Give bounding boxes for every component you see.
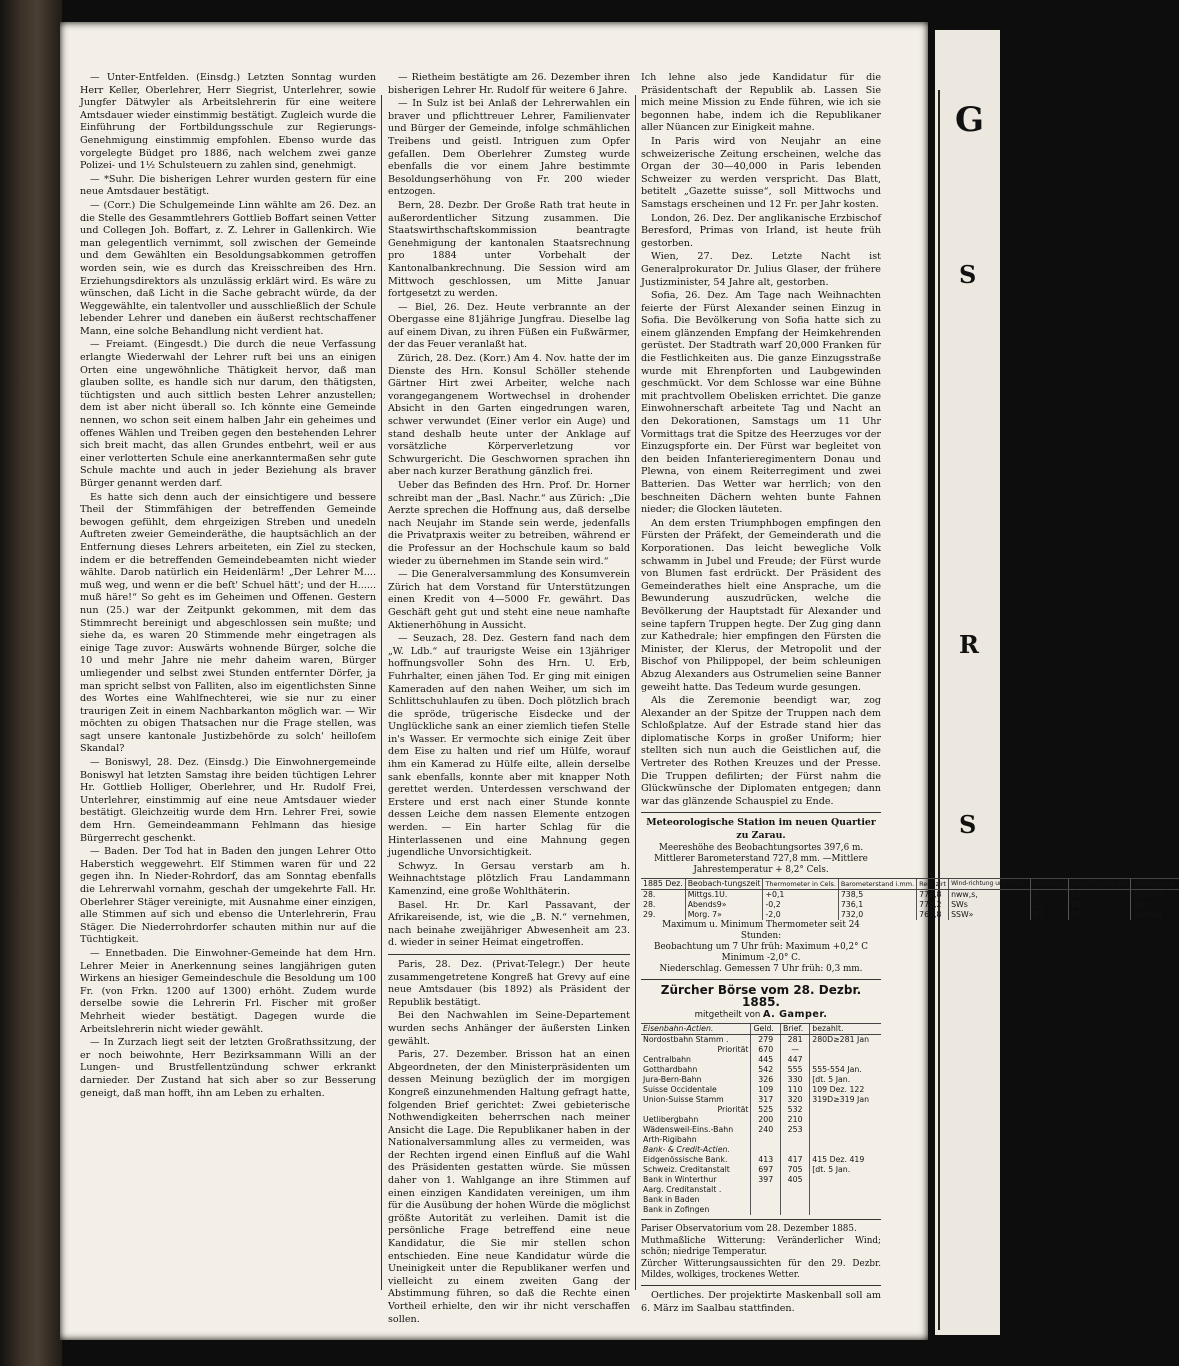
boerse-cell: Schweiz. Creditanstalt [643,1165,730,1175]
boerse-cell: 697 [751,1165,781,1175]
boerse-cell: 705 [781,1165,810,1175]
meteo-cell: 28. [643,899,656,909]
edge-letter: S [959,810,977,839]
meteo-line: Jahrestemperatur + 8,2° Cels. [693,864,829,875]
boerse-cell [751,1205,781,1215]
article-horner: Ueber das Befinden des Hrn. Prof. Dr. Horner schreibt man der „Basl. Nachr.“ aus Zürich: „Die Aerzte sprechen die Hoffnung aus, daß derselbe nach Neujahr im Stande sein werde, jedenfalls die Privatpraxis weiter zu betreiben, während er die Professur an der Hochschule kaum so bald wieder zu übernehmen im Stande sein wird.“ [388,480,630,567]
boerse-cell: 253 [781,1125,810,1135]
boerse-cell: Aarg. Creditanstalt . [643,1185,722,1195]
article-basel: Basel. Hr. Dr. Karl Passavant, der Afrikareisende, ist, wie die „B. N.“ vernehmen, nach beinahe zweijähriger Abwesenheit am 23. d. wieder in seiner Heimat eingetroffen. [388,899,630,949]
meteo-cell: Morg. 7» [685,910,763,920]
boerse-subtitle [641,1009,881,1022]
article-brisson-cont: Ich lehne also jede Kandidatur für die Präsidentschaft der Republik ab. Lassen Sie mich meine Mission zu Ende führen, wie ich sie begonnen habe, indem ich die Republikaner aller Nüancen zur Einigkeit mahne. [641,72,881,134]
meteo-cell: +0,1 [763,889,838,900]
boerse-cell: Uetlibergbahn [643,1115,699,1125]
boerse-cell: Bank in Baden [643,1195,700,1205]
section-divider [641,1219,881,1220]
meteo-header: Relat. Feuchtig-keit [1068,878,1131,889]
boerse-row [641,1175,881,1185]
meteo-line: Mittlerer Barometerstand 727,8 mm. —Mittlere [654,853,868,864]
meteo-cell: 9 [1030,889,1068,900]
boerse-cell: 240 [751,1125,781,1135]
boerse-row [641,1065,881,1075]
meteo-cell: -2,0 [763,910,838,920]
meteo-cell: 94 [1068,900,1131,910]
boerse-cell: Eidgenössische Bank. [643,1155,728,1165]
meteo-cell: 29. [643,909,656,919]
boerse-cell: 110 [781,1085,810,1095]
observatorium-paris: Pariser Observatorium vom 28. Dezember 1885. [641,1224,857,1235]
boerse-sub: mitgetheilt von [694,1009,761,1020]
boerse-cell [751,1195,781,1205]
boerse-cell: 320 [781,1095,810,1105]
boerse-cell: 281 [781,1035,810,1046]
boerse-cell: — [781,1045,810,1055]
boerse-cell [810,1145,881,1155]
article-sofia: Sofia, 26. Dez. Am Tage nach Weihnachten feierte der Fürst Alexander seinen Einzug in Sofia. Die Bevölkerung von Sofia hatte sich zu einem glänzenden Empfang der Heimkehrenden gerüstet. Der Stadtrath warf 20,000 Franken für die Festlichkeiten aus. Die ganze Einzugsstraße wurde mit Ehrenpforten und Laubgewinden geschmückt. Vor dem Schlosse war eine Bühne mit prachtvollem Obelisken errichtet. Die ganze Einwohnerschaft arbeitete Tag und Nacht an den Dekorationen, Samstags um 11 Uhr Vormittags trat die Spitze des Heerzuges vor der Einzugspforte ein. Der Fürst war begleitet von den beiden Infanterieregimentern Donau und Plewna, von einem Reiterregiment und zwei Batterien. Das Wetter war herrlich; von den beschneiten Dächern wehten bunte Fahnen nieder; die Glocken läuteten. [641,290,881,516]
boerse-author: A. Gamper. [763,1008,828,1020]
edge-letter: G [955,100,985,140]
boerse-cell: Priorität [717,1105,749,1115]
article-suhr: — *Suhr. Die bisherigen Lehrer wurden gestern für eine neue Amtsdauer bestätigt. [80,173,376,198]
boerse-row [641,1055,881,1065]
meteo-header: Bewölkung [1030,878,1068,889]
meteo-cell: 736,1 [838,900,916,910]
adjacent-page-rule [938,90,940,1330]
meteo-cell: -0,2 [763,900,838,910]
boerse-cell: Suisse Occidentale [643,1085,717,1095]
boerse-cell [810,1115,881,1125]
boerse-cell: 330 [781,1075,810,1085]
boerse-row [641,1095,881,1105]
boerse-cell: 413 [751,1155,781,1165]
boerse-cell: Union-Suisse Stamm [643,1095,724,1105]
boerse-row [641,1045,881,1055]
article-freiamt-cont: Es hatte sich denn auch der einsichtigere und bessere Theil der Stimmfähigen der betreffenden Gemeinde bewogen gefühlt, dem ehrgeizigen Streben und unedeln Auftreten zweier Gemeinderäthe, die hauptsächlich an der Entfernung dieses Lehrers arbeiteten, ein Ziel zu stecken, indem er die betreffenden Gemeindebeamten nicht wieder wählte. Darob natürlich ein Heidenlärm! „Der Lehrer M.... muß weg, und wenn er die beſt' Schuel hätt'; und der H...... muß häre!“ So geht es im Geheimen und Offenen. Gestern nun (25.) war der Zeitpunkt gekommen, mit dem das Stimmrecht bereinigt und abgeschlossen sein mußte; und siehe da, es waren 20 Stimmende mehr eingetragen als einige Tage zuvor: Auswärts wohnende Bürger, solche die 10 und mehr Jahre nie mehr daheim waren, Bürger umliegender und selbst zwei Stunden entfernter Dörfer, ja man spricht selbst von Falliten, also im eigentlichsten Sinne des Wortes eine Wahlfnechterei, wie sie nur zu einer traurigen Zeit in einem Nachbarkanton möglich war. — Wir möchten zu obigen Thatsachen nur die Frage stellen, was sagt unsere kantonale Justizbehörde zu solch' heilloſem Skandal? [80,491,376,755]
meteo-header-row [641,878,1179,889]
boerse-row [641,1205,881,1215]
column-2 [388,72,630,1325]
boerse-row [641,1155,881,1165]
boerse-cell: 415 Dez. 419 [810,1155,881,1165]
meteo-table [641,878,1179,920]
meteo-header: Beobach-tungszeit [685,878,763,889]
meteo-note: Niederschlag. Gemessen 7 Uhr früh: 0,3 mm. [659,963,863,974]
boerse-cell: 279 [751,1035,781,1046]
column-3 [641,72,1178,1314]
boerse-cell: 670 [751,1045,781,1055]
meteo-cell: Schnee [1131,910,1179,920]
boerse-cell: 397 [751,1175,781,1185]
boerse-cell [751,1135,781,1145]
meteo-cell: Mittgs.1U. [685,889,763,900]
boerse-cell: Priorität [717,1045,749,1055]
boerse-cell: 319D≥319 Jan [810,1095,881,1105]
article-sulz: — In Sulz ist bei Anlaß der Lehrerwahlen ein braver und pflichttreuer Lehrer, Familienvater und Bürger der Gemeinde, infolge schmählichen Treibens und geistl. Intriguen zum Opfer gefallen. Dem Oberlehrer Zumsteg wurde ebenfalls die vor einem Jahre bestimmte Besoldungserhöhung von Fr. 200 wieder entzogen. [388,98,630,198]
boerse-cell: 317 [751,1095,781,1105]
meteo-cell: 79 [1068,889,1131,900]
boerse-cell: 109 Dez. 122 [810,1085,881,1095]
meteo-header: Witte-rung. [1131,878,1179,889]
article-rietheim: — Rietheim bestätigte am 26. Dezember ihren bisherigen Lehrer Hr. Rudolf für weitere 6 Jahre. [388,72,630,96]
observatorium-zuerich: Zürcher Witterungsaussichten für den 29. Dezbr. Mildes, wolkiges, trockenes Wetter. [641,1259,881,1281]
meteo-row [641,900,1179,910]
section-divider [641,1285,881,1286]
edge-letter: S [959,260,977,289]
boerse-cell: 525 [751,1105,781,1115]
article-schwyz: Schwyz. In Gersau verstarb am h. Weihnachtstage plötzlich Frau Landammann Kamenzind, eine große Wohlthäterin. [388,860,630,897]
boerse-cell [810,1185,881,1195]
edge-letter: R [959,630,979,659]
meteo-note: Maximum u. Minimum Thermometer seit 24 Stunden: [662,919,860,941]
article-konsumverein: — Die Generalversammlung des Konsumverein Zürich hat dem Vorstand für Unterstützungen einen Kredit von 4—5000 Fr. gewährt. Das Geschäft geht gut und steht eine neue namhafte Aktienerhöhung in Aussicht. [388,569,630,631]
column-rule [635,95,636,1290]
article-seine: Bei den Nachwahlen im Seine-Departement wurden sechs Anhänger der äußersten Linken gewählt. [388,1010,630,1047]
boerse-row [641,1145,881,1155]
boerse-cell: 555-554 Jan. [810,1065,881,1075]
meteo-line: Meereshöhe des Beobachtungsortes 397,6 m. [658,842,864,853]
article-paris-telegr: Paris, 28. Dez. (Privat-Telegr.) Der heute zusammengetretene Kongreß hat Grevy auf eine neue Amtsdauer (bis 1892) als Präsident der Republik bestätigt. [388,958,630,1008]
boerse-row [641,1105,881,1115]
meteo-cell: nww,s, [949,889,1031,900]
boerse-cell: Jura-Bern-Bahn [643,1075,702,1085]
meteo-note: Minimum -2,0° C. [721,952,801,963]
article-wien: Wien, 27. Dez. Letzte Nacht ist Generalprokurator Dr. Julius Glaser, der frühere Justizminister, 54 Jahre alt, gestorben. [641,251,881,288]
article-sofia-cont2: Als die Zeremonie beendigt war, zog Alexander an der Spitze der Truppen nach dem Schloßplatze. Auf der Estrade stand hier das diplomatische Korps in großer Uniform; hier stellten sich nun auch die Geistlichen auf, die Vertreter des Rothen Kreuzes und der Presse. Die Truppen defilirten; der Fürst nahm die Glückwünsche der Diplomaten entgegen; dann war das glänzende Schauspiel zu Ende. [641,695,881,807]
article-seuzach: — Seuzach, 28. Dez. Gestern fand nach dem „W. Ldb.“ auf traurigste Weise ein 13jähriger hoffnungsvoller Sohn des Hrn. U. Erb, Fuhrhalter, einen jähen Tod. Er ging mit einigen Kameraden auf den nahen Weiher, um sich im Schlittschuhlaufen zu üben. Doch plötzlich brach die spröde, trügerische Eisdecke und der Unglückliche sank an einer ziemlich tiefen Stelle in's Wasser. Er vermochte sich einige Zeit über dem Eise zu halten und rief um Hülfe, worauf ihm ein Kamerad zu Hülfe eilte, allein derselbe sank ebenfalls, konnte aber mit knapper Noth gerettet werden. Unterdessen verschwand der Erstere und erst nach einer Stunde konnte dessen Leiche dem nassen Elemente entzogen werden. — Ein harter Schlag für die Hinterlassenen und eine Mahnung gegen jugendliche Unvorsichtigkeit. [388,633,630,859]
article-bern: Bern, 28. Dezbr. Der Große Rath trat heute in außerordentlicher Sitzung zusammen. Die Staatswirthschaftskommission beantragte Genehmigung der kantonalen Staatsrechnung pro 1884 unter Vorbehalt der Kantonalbankrechnung. Die Session wird am Mittwoch geschlossen, um Mitte Januar fortgesetzt zu werden. [388,199,630,300]
book-binding [0,0,62,1366]
meteo-cell: bedeckt [1131,889,1179,900]
boerse-cell [781,1185,810,1195]
boerse-cell [751,1185,781,1195]
boerse-cell [810,1055,881,1065]
meteo-title: Meteorologische Station im neuen Quartier zu Zarau. [646,817,876,842]
boerse-cell: [dt. 5 Jan. [810,1075,881,1085]
boerse-header: Eisenbahn-Actien. [641,1024,751,1035]
boerse-cell [810,1135,881,1145]
article-unter-entfelden: — Unter-Entfelden. (Einsdg.) Letzten Sonntag wurden Herr Keller, Oberlehrer, Herr Siegrist, Unterlehrer, sowie Jungfer Dätwyler als Arbeitslehrerin für eine weitere Amtsdauer wieder einstimmig bestätigt. Zugleich wurde die Einführung der Fortbildungsschule zur Regierungs-Genehmigung einstimmig empfohlen. Ebenso wurde das vorgelegte Büdget pro 1886, nach welchem zwei ganze Polizei- und 1½ Schulsteuern zu zahlen sind, genehmigt. [80,72,376,172]
article-sofia-cont1: An dem ersten Triumphbogen empfingen den Fürsten der Präfekt, der Gemeinderath und die Korporationen. Das leicht bewegliche Volk schwamm in Jubel und Freude; der Fürst wurde von Blumen fast erdrückt. Der Präsident des Gemeinderathes hielt eine Ansprache, um die Bewunderung auszudrücken, welche die Bevölkerung der Hauptstadt für Alexander und seine tapfern Truppen hegte. Der Zug ging dann zur Kathedrale; hier empfingen den Fürsten die Minister, der Klerus, der Metropolit und der Bischof von Philippopel, der beim schleunigen Abzug Alexanders aus Ostrumelien seine Banner geweiht hatte. Das Tedeum wurde gesungen. [641,517,881,693]
meteo-cell: 773,8 [917,889,949,900]
meteo-cell: SSW» [949,910,1031,920]
boerse-cell: Centralbahn [643,1055,691,1065]
meteo-cell: 738,5 [838,889,916,900]
meteo-cell: 767,8 [917,910,949,920]
adjacent-page-edge [935,30,1000,1335]
boerse-cell: 555 [781,1065,810,1075]
meteo-row [641,910,1179,920]
article-boniswyl: — Boniswyl, 28. Dez. (Einsdg.) Die Einwohnergemeinde Boniswyl hat letzten Samstag ihre beiden tüchtigen Lehrer Hr. Gottlieb Holliger, Oberlehrer, und Hr. Rudolf Frei, Unterlehrer, einstimmig auf eine neue Amtsdauer wieder bestätigt. Gleichzeitig wurde dem Hrn. Lehrer Frei, sowie dem Hrn. Gemeindeammann Fehlmann das hiesige Bürgerrecht geschenkt. [80,757,376,844]
boerse-row [641,1185,881,1195]
boerse-row [641,1115,881,1125]
article-zurzach: — In Zurzach liegt seit der letzten Großrathssitzung, der er noch beiwohnte, Herr Bezirksammann Willi an der Lungen- und Brustfellentzündung schwer erkrankt darnieder. Der Zustand hat sich aber so zur Besserung geneigt, daß man hofft, ihn am Leben zu erhalten. [80,1037,376,1099]
section-divider [388,954,630,955]
boerse-header: bezahlt. [810,1024,881,1035]
boerse-cell: 542 [751,1065,781,1075]
meteo-cell: 771,2 [917,900,949,910]
meteo-cell: dto. [1131,900,1179,910]
meteo-cell: 97 [1068,910,1131,920]
section-divider [641,812,881,813]
boerse-cell [810,1195,881,1205]
article-oertliches: Oertliches. Der projektirte Maskenball soll am 6. März im Saalbau stattfinden. [641,1290,881,1314]
boerse-cell: Arth-Rigibahn [643,1135,697,1145]
boerse-cell: 445 [751,1055,781,1065]
meteo-cell: 10 [1030,910,1068,920]
boerse-cell: Gotthardbahn [643,1065,698,1075]
boerse-header: Geld. [751,1024,781,1035]
boerse-row [641,1035,881,1046]
article-paris-brisson: Paris, 27. Dezember. Brisson hat an einen Abgeordneten, der den Ministerpräsidenten um dessen Meinung bezüglich der im morgigen Kongreß einzunehmenden Haltung gefragt hatte, folgenden Brief gerichtet: Zwei gebieterische Nothwendigkeiten beherrschen nach meiner Ansicht die Lage. Die Republikaner haben in der Nationalversammlung alles zu vermeiden, was der Rechten irgend einen Einfluß auf die Wahl des Präsidenten gestatten würde. Sie müssen daher von 1. Wahlgange an ihre Stimmen auf einen einzigen Kandidaten vereinigen, um ihm für die Ausübung der hohen Würde die möglichst größte Autorität zu verleihen. Damit ist die persönliche Frage betreffend eine neue Kandidatur, die Sie mir stellen schon entschieden. Eine neue Kandidatur würde die Uneinigkeit unter die Republikaner werfen und vielleicht zu einem zweiten Gang der Abstimmung führen, so daß die Rechte einen Vortheil erhielte, den wir ihr nicht verschaffen sollen. [388,1049,630,1325]
meteo-header: Barometerstand i.mm. [838,878,916,889]
boerse-cell: Bank- & Credit-Actien. [643,1145,730,1155]
observatorium-witterung: Muthmaßliche Witterung: Veränderlicher Wind; schön; niedrige Temperatur. [641,1236,881,1258]
boerse-cell [810,1125,881,1135]
column-1 [80,72,376,1290]
article-linn: — (Corr.) Die Schulgemeinde Linn wählte am 26. Dez. an die Stelle des Gesammtlehrers Gottlieb Boffart seinen Vetter und Collegen Joh. Boffart, z. Z. Lehrer in Gallenkirch. Wie man gelegentlich vernimmt, soll zwischen der Gemeinde und dem Gewählten ein Besoldungsabkommen getroffen worden sein, wie es durch das Kreisschreiben des Hrn. Erziehungsdirektors als unzulässig erklärt wird. Es wäre zu wünschen, daß Licht in die Sache gebracht würde, da der Weggewählte, ein talentvoller und ausschließlich der Schule lebender Lehrer und daneben ein äußerst rechtschaffener Mann, eine solche Behandlung nicht verdient hat. [80,199,376,337]
boerse-cell [781,1145,810,1155]
boerse-row [641,1075,881,1085]
meteo-header: Thermometer in Cels. [763,878,838,889]
section-divider [641,979,881,980]
meteo-header: 1885 Dez. [641,878,685,889]
meteo-row [641,889,1179,900]
boerse-row [641,1195,881,1205]
meteo-cell: 28. [643,889,656,899]
article-freiamt: — Freiamt. (Eingesdt.) Die durch die neue Verfassung erlangte Wiederwahl der Lehrer ruft bei uns an einigen Orten eine ungewöhnliche Thätigkeit hervor, daß man glauben sollte, es handle sich nur darum, den thätigsten, tüchtigsten und auch sittlich besten Lehrer anzustellen; dem ist aber nicht überall so. Ich könnte eine Gemeinde nennen, wo schon seit einem halben Jahr ein geheimes und offenes Wählen und Treiben gegen den bestehenden Lehrer sich breit macht, das allen Grundes entbehrt, weil er aus einer verlotterten Schule eine anerkanntermaßen sehr gute Schule machte und auch in jeder Beziehung als braver Bürger genannt werden darf. [80,339,376,489]
boerse-cell [781,1195,810,1205]
boerse-title: Zürcher Börse vom 28. Dezbr. 1885. [660,982,862,1010]
boerse-table [641,1023,881,1215]
boerse-cell: Wädensweil-Eins.-Bahn [643,1125,734,1135]
boerse-cell [810,1175,881,1185]
article-london: London, 26. Dez. Der anglikanische Erzbischof Beresford, Primas von Irland, ist heute früh gestorben. [641,212,881,249]
boerse-cell [781,1205,810,1215]
boerse-cell: 417 [781,1155,810,1165]
boerse-cell: 405 [781,1175,810,1185]
boerse-cell [810,1205,881,1215]
meteo-cell: SWs [949,900,1031,910]
meteo-cell: 732,0 [838,910,916,920]
boerse-cell: 109 [751,1085,781,1095]
boerse-cell: Nordostbahn Stamm . [643,1035,729,1045]
boerse-cell: 532 [781,1105,810,1115]
article-zuerich: Zürich, 28. Dez. (Korr.) Am 4. Nov. hatte der im Dienste des Hrn. Konsul Schöller stehende Gärtner Hirt zwei Arbeiter, welche nach vorangegangenem Wortwechsel in drohender Absicht in den Garten eingedrungen waren, schwer verwundet (Einer verlor ein Auge) und stand deshalb heute unter der Anklage auf vorsätzliche Körperverletzung vor Schwurgericht. Die Geschwornen sprachen ihn aber nach kurzer Berathung gänzlich frei. [388,353,630,478]
boerse-cell: 447 [781,1055,810,1065]
boerse-cell: [dt. 5 Jan. [810,1165,881,1175]
boerse-row [641,1085,881,1095]
boerse-cell: 326 [751,1075,781,1085]
article-paris-gazette: In Paris wird von Neujahr an eine schweizerische Zeitung erscheinen, welche das Organ der 30—40,000 in Paris lebenden Schweizer zu werden verspricht. Das Blatt, betitelt „Gazette suisse“, soll Mittwochs und Samstags erscheinen und 12 Fr. per Jahr kosten. [641,135,881,210]
boerse-cell: Bank in Winterthur [643,1175,717,1185]
boerse-cell: 280D≥281 Jan [810,1035,881,1046]
meteo-header: Reduzirt [917,878,949,889]
boerse-cell [810,1105,881,1115]
column-rule [381,95,382,1290]
boerse-cell: 210 [781,1115,810,1125]
boerse-cell [751,1145,781,1155]
boerse-header-row [641,1024,881,1035]
article-biel: — Biel, 26. Dez. Heute verbrannte an der Obergasse eine 81jährige Jungfrau. Dieselbe lag auf einem Divan, zu ihren Füßen ein Fußwärmer, der das Feuer veranlaßt hat. [388,301,630,351]
meteo-header: Wind-richtung und Stärke [949,878,1031,889]
boerse-row [641,1165,881,1175]
article-ennetbaden: — Ennetbaden. Die Einwohner-Gemeinde hat dem Hrn. Lehrer Meier in Anerkennung seines langjährigen guten Wirkens an hiesiger Gemeindeschule die Besoldung um 100 Fr. (von Frkn. 1200 auf 1300) erhöht. Zudem wurde derselbe sowie die Lehrerin Frl. Fischer mit großer Mehrheit wieder bestätigt. Dagegen wurde die Arbeitslehrerin nicht wieder gewählt. [80,947,376,1035]
boerse-cell: Bank in Zofingen [643,1205,710,1215]
meteo-cell: Abends9» [685,900,763,910]
article-baden: — Baden. Der Tod hat in Baden den jungen Lehrer Otto Haberstich weggewehrt. Elf Stimmen waren für und 22 gegen ihn. In Nieder-Rohrdorf, das am Sonntag ebenfalls die Lehrerwahl vornahm, geschah der umgekehrte Fall. Hr. Oberlehrer Stäger vereinigte, mit Ausnahme einer einzigen, alle Stimmen auf sich und ebenso die Unterlehrerin, Frau Stäger. Die Niederrohrdorfer schauten mithin nur auf die Tüchtigkeit. [80,846,376,946]
boerse-header: Brief. [781,1024,810,1035]
boerse-cell [781,1135,810,1145]
boerse-cell: 200 [751,1115,781,1125]
boerse-cell [810,1045,881,1055]
boerse-row [641,1125,881,1135]
meteo-note: Beobachtung um 7 Uhr früh: Maximum +0,2° C [653,941,869,952]
boerse-row [641,1135,881,1145]
meteo-cell: 10 [1030,900,1068,910]
